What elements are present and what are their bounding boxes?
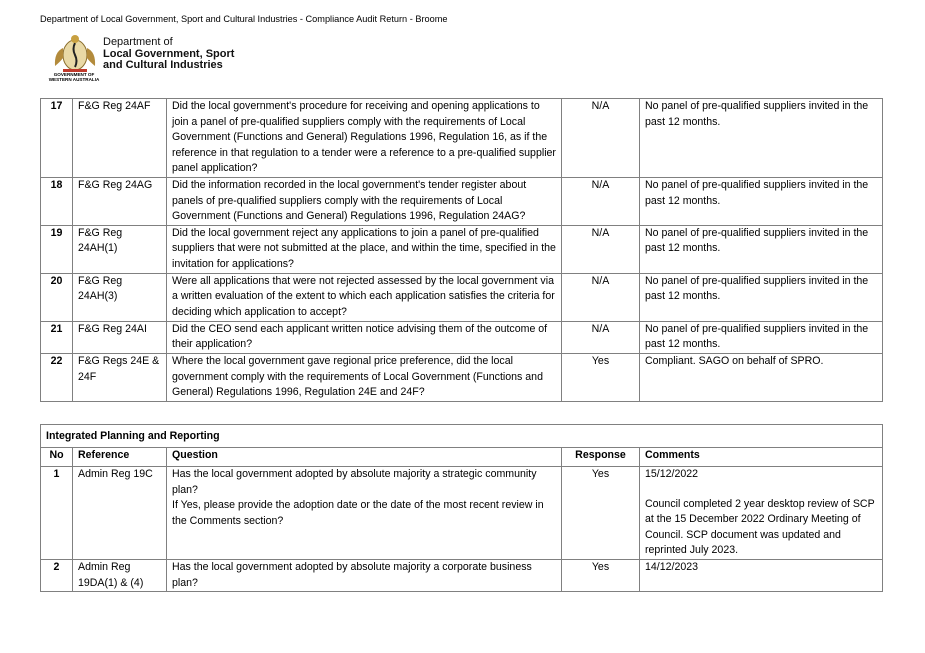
row-reference: F&G Reg 24AH(3) [73, 273, 167, 321]
row-reference: F&G Reg 24AG [73, 178, 167, 226]
row-question: Did the local government reject any applications to join a panel of pre-qualified suppliers that were not submitted at the place, and within the time, specified in the invitation for applications? [167, 225, 562, 273]
row-question: Were all applications that were not rejected assessed by the local government via a written evaluation of the extent to which each application satisfies the criteria for deciding which application to accept? [167, 273, 562, 321]
row-response: Yes [562, 467, 640, 560]
row-comments: No panel of pre-qualified suppliers invited in the past 12 months. [640, 273, 883, 321]
running-header: Department of Local Government, Sport and Cultural Industries - Compliance Audit Return - Broome [40, 14, 448, 24]
table-row [41, 225, 883, 273]
row-number: 17 [41, 99, 73, 178]
column-header-response: Response [562, 448, 640, 467]
table-row [41, 353, 883, 401]
column-header-no: No [41, 448, 73, 467]
table-row [41, 99, 883, 178]
row-comments: 14/12/2023 [640, 559, 883, 591]
row-comments: No panel of pre-qualified suppliers invited in the past 12 months. [640, 321, 883, 353]
row-response: N/A [562, 321, 640, 353]
row-reference: F&G Reg 24AF [73, 99, 167, 178]
row-reference: Admin Reg 19C [73, 467, 167, 560]
row-comments: 15/12/2022 Council completed 2 year desktop review of SCP at the 15 December 2022 Ordinary Meeting of Council. SCP document was updated and reprinted July 2023. [640, 467, 883, 560]
table-row [41, 559, 883, 591]
row-number: 19 [41, 225, 73, 273]
table-header-row [41, 448, 883, 467]
tender-compliance-table [40, 98, 883, 402]
row-question: Has the local government adopted by absolute majority a corporate business plan? [167, 559, 562, 591]
row-number: 22 [41, 353, 73, 401]
department-logotype: Department of Local Government, Sport and Cultural Industries [103, 36, 235, 72]
row-reference: F&G Regs 24E & 24F [73, 353, 167, 401]
row-response: Yes [562, 559, 640, 591]
row-reference: F&G Reg 24AH(1) [73, 225, 167, 273]
row-question: Did the information recorded in the local government's tender register about panels of pre-qualified suppliers comply with the requirements of Local Government (Functions and General) Regulations 1996, Regulation 24AG? [167, 178, 562, 226]
row-number: 21 [41, 321, 73, 353]
row-reference: Admin Reg 19DA(1) & (4) [73, 559, 167, 591]
table-row [41, 273, 883, 321]
section-title: Integrated Planning and Reporting [41, 425, 883, 448]
row-comments: No panel of pre-qualified suppliers invited in the past 12 months. [640, 178, 883, 226]
column-header-reference: Reference [73, 448, 167, 467]
column-header-comments: Comments [640, 448, 883, 467]
row-question: Has the local government adopted by absolute majority a strategic community plan? If Yes, please provide the adoption date or the date of the most recent review in the Comments section? [167, 467, 562, 560]
row-comments: No panel of pre-qualified suppliers invited in the past 12 months. [640, 225, 883, 273]
table-row [41, 321, 883, 353]
row-response: N/A [562, 273, 640, 321]
column-header-question: Question [167, 448, 562, 467]
row-comments: No panel of pre-qualified suppliers invited in the past 12 months. [640, 99, 883, 178]
row-reference: F&G Reg 24AI [73, 321, 167, 353]
row-response: N/A [562, 99, 640, 178]
row-number: 18 [41, 178, 73, 226]
row-response: N/A [562, 225, 640, 273]
row-response: Yes [562, 353, 640, 401]
integrated-planning-table [40, 424, 883, 592]
row-question: Did the local government's procedure for receiving and opening applications to join a panel of pre-qualified suppliers comply with the requirements of Local Government (Functions and General) Regulations 1996, Regulation 16, as if the reference in that regulation to a tender were a reference to a pre-qualified supplier panel application? [167, 99, 562, 178]
row-comments: Compliant. SAGO on behalf of SPRO. [640, 353, 883, 401]
row-response: N/A [562, 178, 640, 226]
row-question: Where the local government gave regional price preference, did the local government comply with the requirements of Local Government (Functions and General) Regulations 1996, Regulation 24E and 24F? [167, 353, 562, 401]
row-question: Did the CEO send each applicant written notice advising them of the outcome of their application? [167, 321, 562, 353]
row-number: 1 [41, 467, 73, 560]
row-number: 20 [41, 273, 73, 321]
table-row [41, 467, 883, 560]
row-number: 2 [41, 559, 73, 591]
crest-caption: GOVERNMENT OF WESTERN AUSTRALIA [48, 72, 100, 82]
table-row [41, 178, 883, 226]
